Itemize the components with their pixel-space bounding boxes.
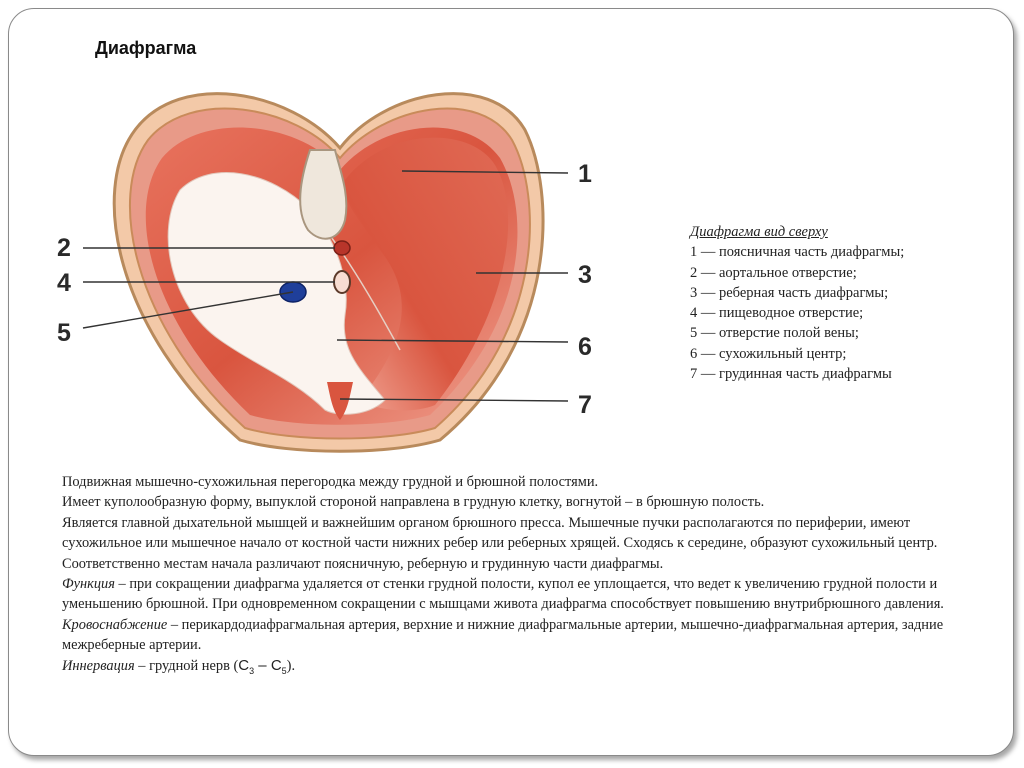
label-7: 7 <box>578 391 592 419</box>
figure-legend <box>690 222 1010 384</box>
legend-item: 1 — поясничная часть диафрагмы; <box>690 244 905 261</box>
innervation-text: – грудной нерв ( <box>134 657 239 674</box>
label-6: 6 <box>578 333 592 361</box>
description-text <box>62 472 982 681</box>
slide-title: Диафрагма <box>95 38 197 58</box>
legend-item: 7 — грудинная часть диафрагмы <box>690 366 892 383</box>
blood-supply-label: Кровоснабжение <box>62 616 168 633</box>
paragraph-innervation: Иннервация – грудной нерв $(C_3 - C_5)$. <box>62 656 296 676</box>
legend-item: 2 — аортальное отверстие; <box>690 264 857 281</box>
paragraph-definition: Подвижная мышечно-сухожильная перегородка между грудной и брюшной полостями. <box>62 474 599 490</box>
legend-item: 4 — пищеводное отверстие; <box>690 305 864 322</box>
paragraph-structure: Является главной дыхательной мышцей и важнейшим органом брюшного пресса. Мышечные пучки располагаются по периферии, имеют сухожильное или мышечное начало от костной части нижних ребер или реберных хрящей. Сходясь к середине, образуют сухожильный центр. Соответственно местам начала различают поясничную, реберную и грудинную части диафрагмы. <box>62 514 938 572</box>
paragraph-blood-supply <box>62 615 982 656</box>
legend-item: 5 — отверстие полой вены; <box>690 325 859 342</box>
blood-supply-text: – перикардодиафрагмальная артерия, верхние и нижние диафрагмальные артерии, мышечно-диафрагмальная артерия, задние межреберные артерии. <box>62 616 944 654</box>
label-3: 3 <box>578 261 592 289</box>
paragraph-shape: Имеет куполообразную форму, выпуклой стороной направлена в грудную клетку, вогнутой – в брюшную полость. <box>62 494 765 511</box>
paragraph-function <box>62 574 982 615</box>
legend-title: Диафрагма вид сверху <box>690 224 828 240</box>
function-label: Функция <box>62 576 115 593</box>
legend-item: 6 — сухожильный центр; <box>690 345 847 362</box>
aortic-opening <box>334 241 350 255</box>
legend-item: 3 — реберная часть диафрагмы; <box>690 284 889 301</box>
function-text: – при сокращении диафрагма удаляется от стенки грудной полости, купол ее уплощается, что ведет к увеличению грудной полости и уменьшению брюшной. При одновременном сокращении с мышцами живота диафрагма способствует повышению внутрибрюшного давления. <box>62 576 944 613</box>
esophageal-opening <box>334 271 350 293</box>
label-2: 2 <box>57 234 71 262</box>
nerve-segments-formula: $C_3 - C_5$ <box>238 656 287 676</box>
innervation-label: Иннервация <box>62 657 135 674</box>
vertebra <box>300 150 346 239</box>
label-4: 4 <box>57 269 71 297</box>
label-1: 1 <box>578 160 592 188</box>
diaphragm-illustration <box>40 70 640 460</box>
label-5: 5 <box>57 319 71 347</box>
